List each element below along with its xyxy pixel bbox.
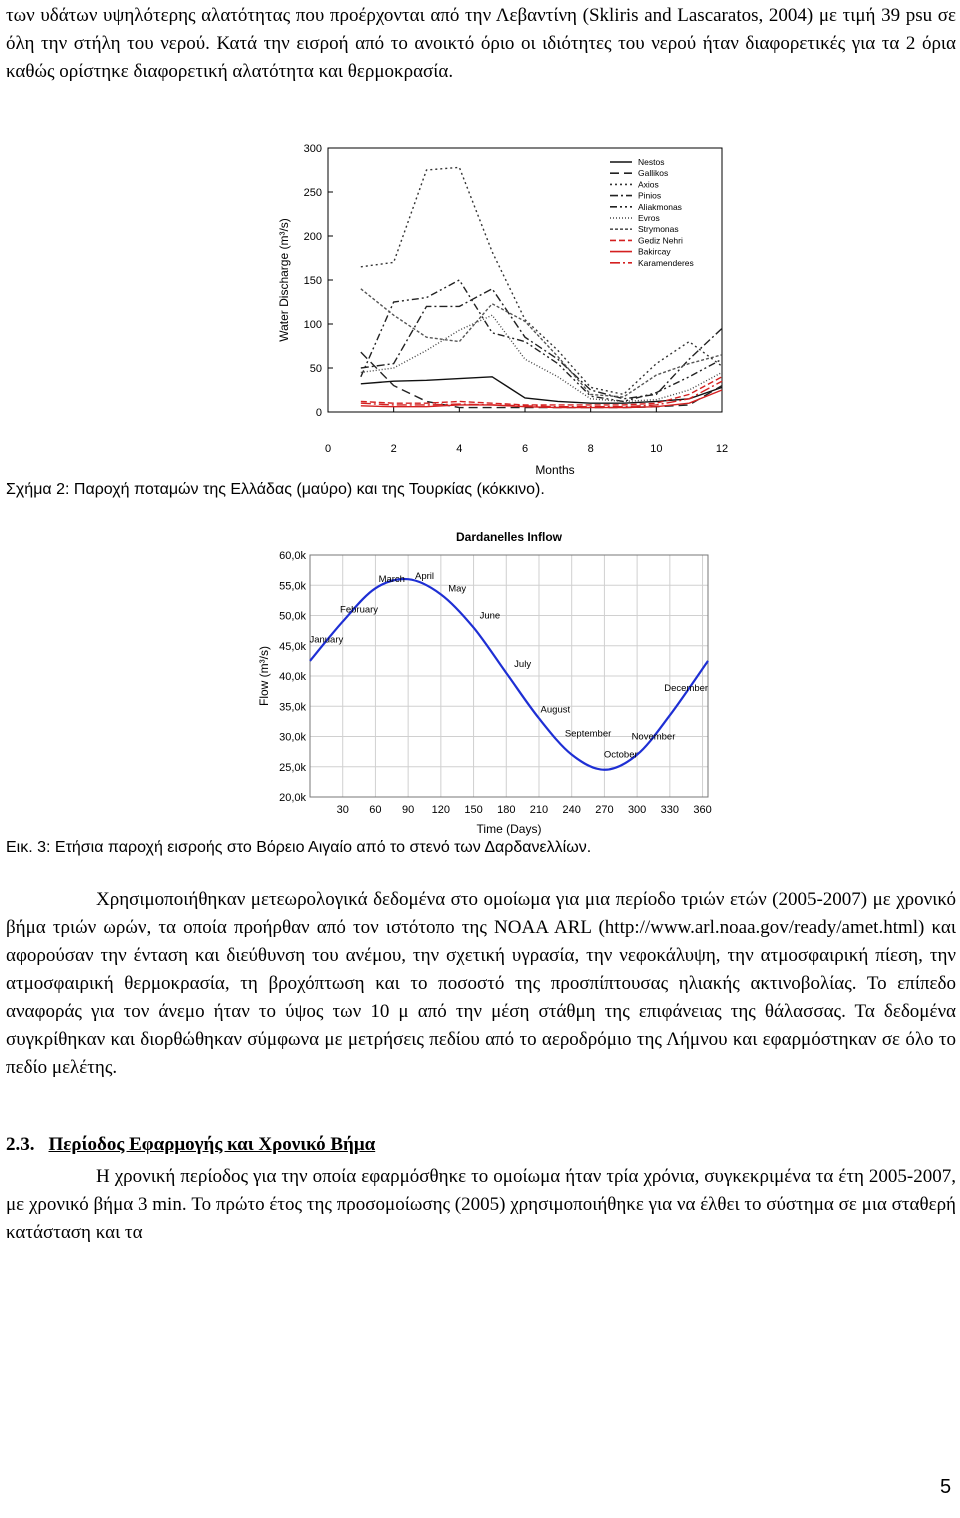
y-tick-label: 50	[309, 363, 322, 375]
intro-paragraph: των υδάτων υψηλότερης αλατότητας που προέρχονται από την Λεβαντίνη (Skliris and Lascaratos, 2004) με τιμή 39 psu σε όλη την στήλη του νερού. Κατά την εισροή από το ανοικτό όριο οι ιδιότητες του νερού ήταν διαφορετικές για τα 2 όρια καθώς ορίστηκε διαφορετική αλατότητα και θερμοκρασία.	[6, 5, 956, 82]
legend-label: Karamenderes	[638, 257, 694, 268]
y-tick-label: 35,0k	[279, 701, 306, 714]
series-line	[361, 280, 722, 401]
y-tick-label: 250	[303, 187, 322, 199]
month-annotation: July	[514, 658, 532, 670]
y-tick-label: 30,0k	[279, 731, 306, 744]
y-tick-label: 25,0k	[279, 761, 306, 774]
series-line	[361, 377, 722, 403]
section-title: Περίοδος Εφαρμογής και Χρονικό Βήμα	[48, 1134, 376, 1155]
month-annotation: June	[479, 610, 501, 622]
y-tick-label: 100	[303, 319, 322, 331]
legend-label: Axios	[638, 179, 659, 190]
legend-label: Gediz Nehri	[638, 235, 683, 246]
x-tick-label: 0	[324, 443, 332, 455]
x-tick-label: 120	[431, 804, 451, 816]
y-tick-label: 40,0k	[279, 671, 306, 683]
x-tick-label: 360	[693, 804, 712, 816]
month-annotation: January	[309, 634, 344, 646]
x-tick-label: 10	[650, 443, 663, 455]
x-tick-label: 60	[369, 804, 382, 816]
x-tick-label: 2	[390, 443, 397, 455]
y-axis-label: Water Discharge (m³/s)	[277, 218, 291, 342]
x-tick-label: 30	[336, 804, 349, 816]
y-tick-label: 55,0k	[279, 580, 306, 593]
section-number: 2.3.	[6, 1134, 35, 1155]
x-tick-label: 8	[587, 443, 594, 455]
x-tick-label: 210	[529, 804, 549, 816]
legend-label: Strymonas	[638, 224, 679, 235]
y-axis-label: Flow (m³/s)	[257, 646, 271, 706]
x-tick-label: 240	[562, 804, 581, 816]
legend-label: Evros	[638, 213, 660, 223]
chart-title: Dardanelles Inflow	[455, 530, 563, 544]
y-tick-label: 60,0k	[279, 550, 306, 562]
page-number: 5	[940, 1476, 952, 1498]
x-tick-label: 6	[521, 443, 529, 455]
x-tick-label: 12	[715, 443, 729, 455]
x-tick-label: 330	[660, 804, 680, 816]
period-paragraph: Η χρονική περίοδος για την οποία εφαρμόσθηκε το ομοίωμα ήταν τρία χρόνια, συγκεκριμένα τα έτη 2005-2007, με χρονικό βήμα 3 min. Το πρώτο έτος της προσομοίωσης (2005) χρησιμοποιήθηκε για να έλθει το σύστημα σε μια σταθερή κατάσταση και τα	[6, 1166, 956, 1243]
series-line	[361, 315, 722, 401]
month-annotation: November	[631, 731, 676, 743]
plot-frame	[328, 148, 722, 412]
month-annotation: March	[378, 574, 405, 586]
month-annotation: September	[564, 728, 612, 740]
x-tick-label: 300	[627, 804, 647, 816]
month-annotation: May	[448, 583, 467, 595]
month-annotation: April	[414, 571, 435, 583]
x-axis-label: Time (Days)	[476, 822, 542, 836]
x-tick-label: 150	[464, 804, 483, 816]
legend-label: Gallikos	[638, 168, 669, 179]
x-tick-label: 4	[456, 443, 463, 455]
legend-label: Pinios	[638, 190, 662, 201]
x-tick-label: 180	[497, 804, 516, 816]
y-tick-label: 150	[303, 275, 322, 287]
month-annotation: August	[540, 704, 571, 716]
x-tick-label: 90	[402, 804, 415, 816]
river-discharge-chart	[270, 138, 730, 478]
dardanelles-inflow-chart	[252, 527, 722, 837]
month-annotation: October	[603, 749, 638, 761]
legend-label: Nestos	[638, 157, 665, 167]
x-tick-label: 270	[595, 804, 614, 816]
y-tick-label: 20,0k	[279, 792, 306, 804]
y-tick-label: 50,0k	[279, 610, 306, 623]
month-annotation: December	[664, 683, 709, 695]
y-tick-label: 0	[315, 407, 322, 419]
y-tick-label: 200	[303, 231, 322, 243]
legend-label: Aliakmonas	[638, 201, 682, 212]
series-line	[361, 289, 722, 399]
x-axis-label: Months	[535, 463, 575, 477]
figure-3-caption: Εικ. 3: Ετήσια παροχή εισροής στο Βόρειο Αιγαίο από το στενό των Δαρδανελλίων.	[6, 839, 592, 856]
figure-2-caption: Σχήμα 2: Παροχή ποταμών της Ελλάδας (μαύρο) και της Τουρκίας (κόκκινο).	[6, 481, 545, 498]
section-heading	[6, 1134, 375, 1156]
meteo-paragraph: Χρησιμοποιήθηκαν μετεωρολογικά δεδομένα στο ομοίωμα για μια περίοδο τριών ετών (2005-2007) με χρονικό βήμα τριών ωρών, τα οποία προήρθαν από τον ιστότοπο της NOAA ARL (http://www.arl.noaa.gov/ready/amet.html) και αφορούσαν την ένταση και διεύθυνση του ανέμου, την σχετική υγρασία, την νεφοκάλυψη, την ατμοσφαιρική πίεση, την ατμοσφαιρική θερμοκρασία, τη βροχόπτωση και το ποσοστό της προσπίπτουσας ηλιακής ακτινοβολίας. Το επίπεδο αναφοράς για τον άνεμο ήταν το ύψος των 10 μ από την μέση στάθμη της επιφάνειας της θάλασσας. Τα δεδομένα συγκρίθηκαν και διορθώθηκαν σύμφωνα με μετρήσεις πεδίου από το αεροδρόμιο της Λήμνου και εφαρμόστηκαν σε όλο το πεδίο μελέτης.	[6, 889, 956, 1078]
y-tick-label: 45,0k	[279, 640, 306, 653]
legend-label: Bakircay	[638, 246, 671, 257]
y-tick-label: 300	[303, 143, 322, 155]
month-annotation: February	[340, 604, 379, 616]
